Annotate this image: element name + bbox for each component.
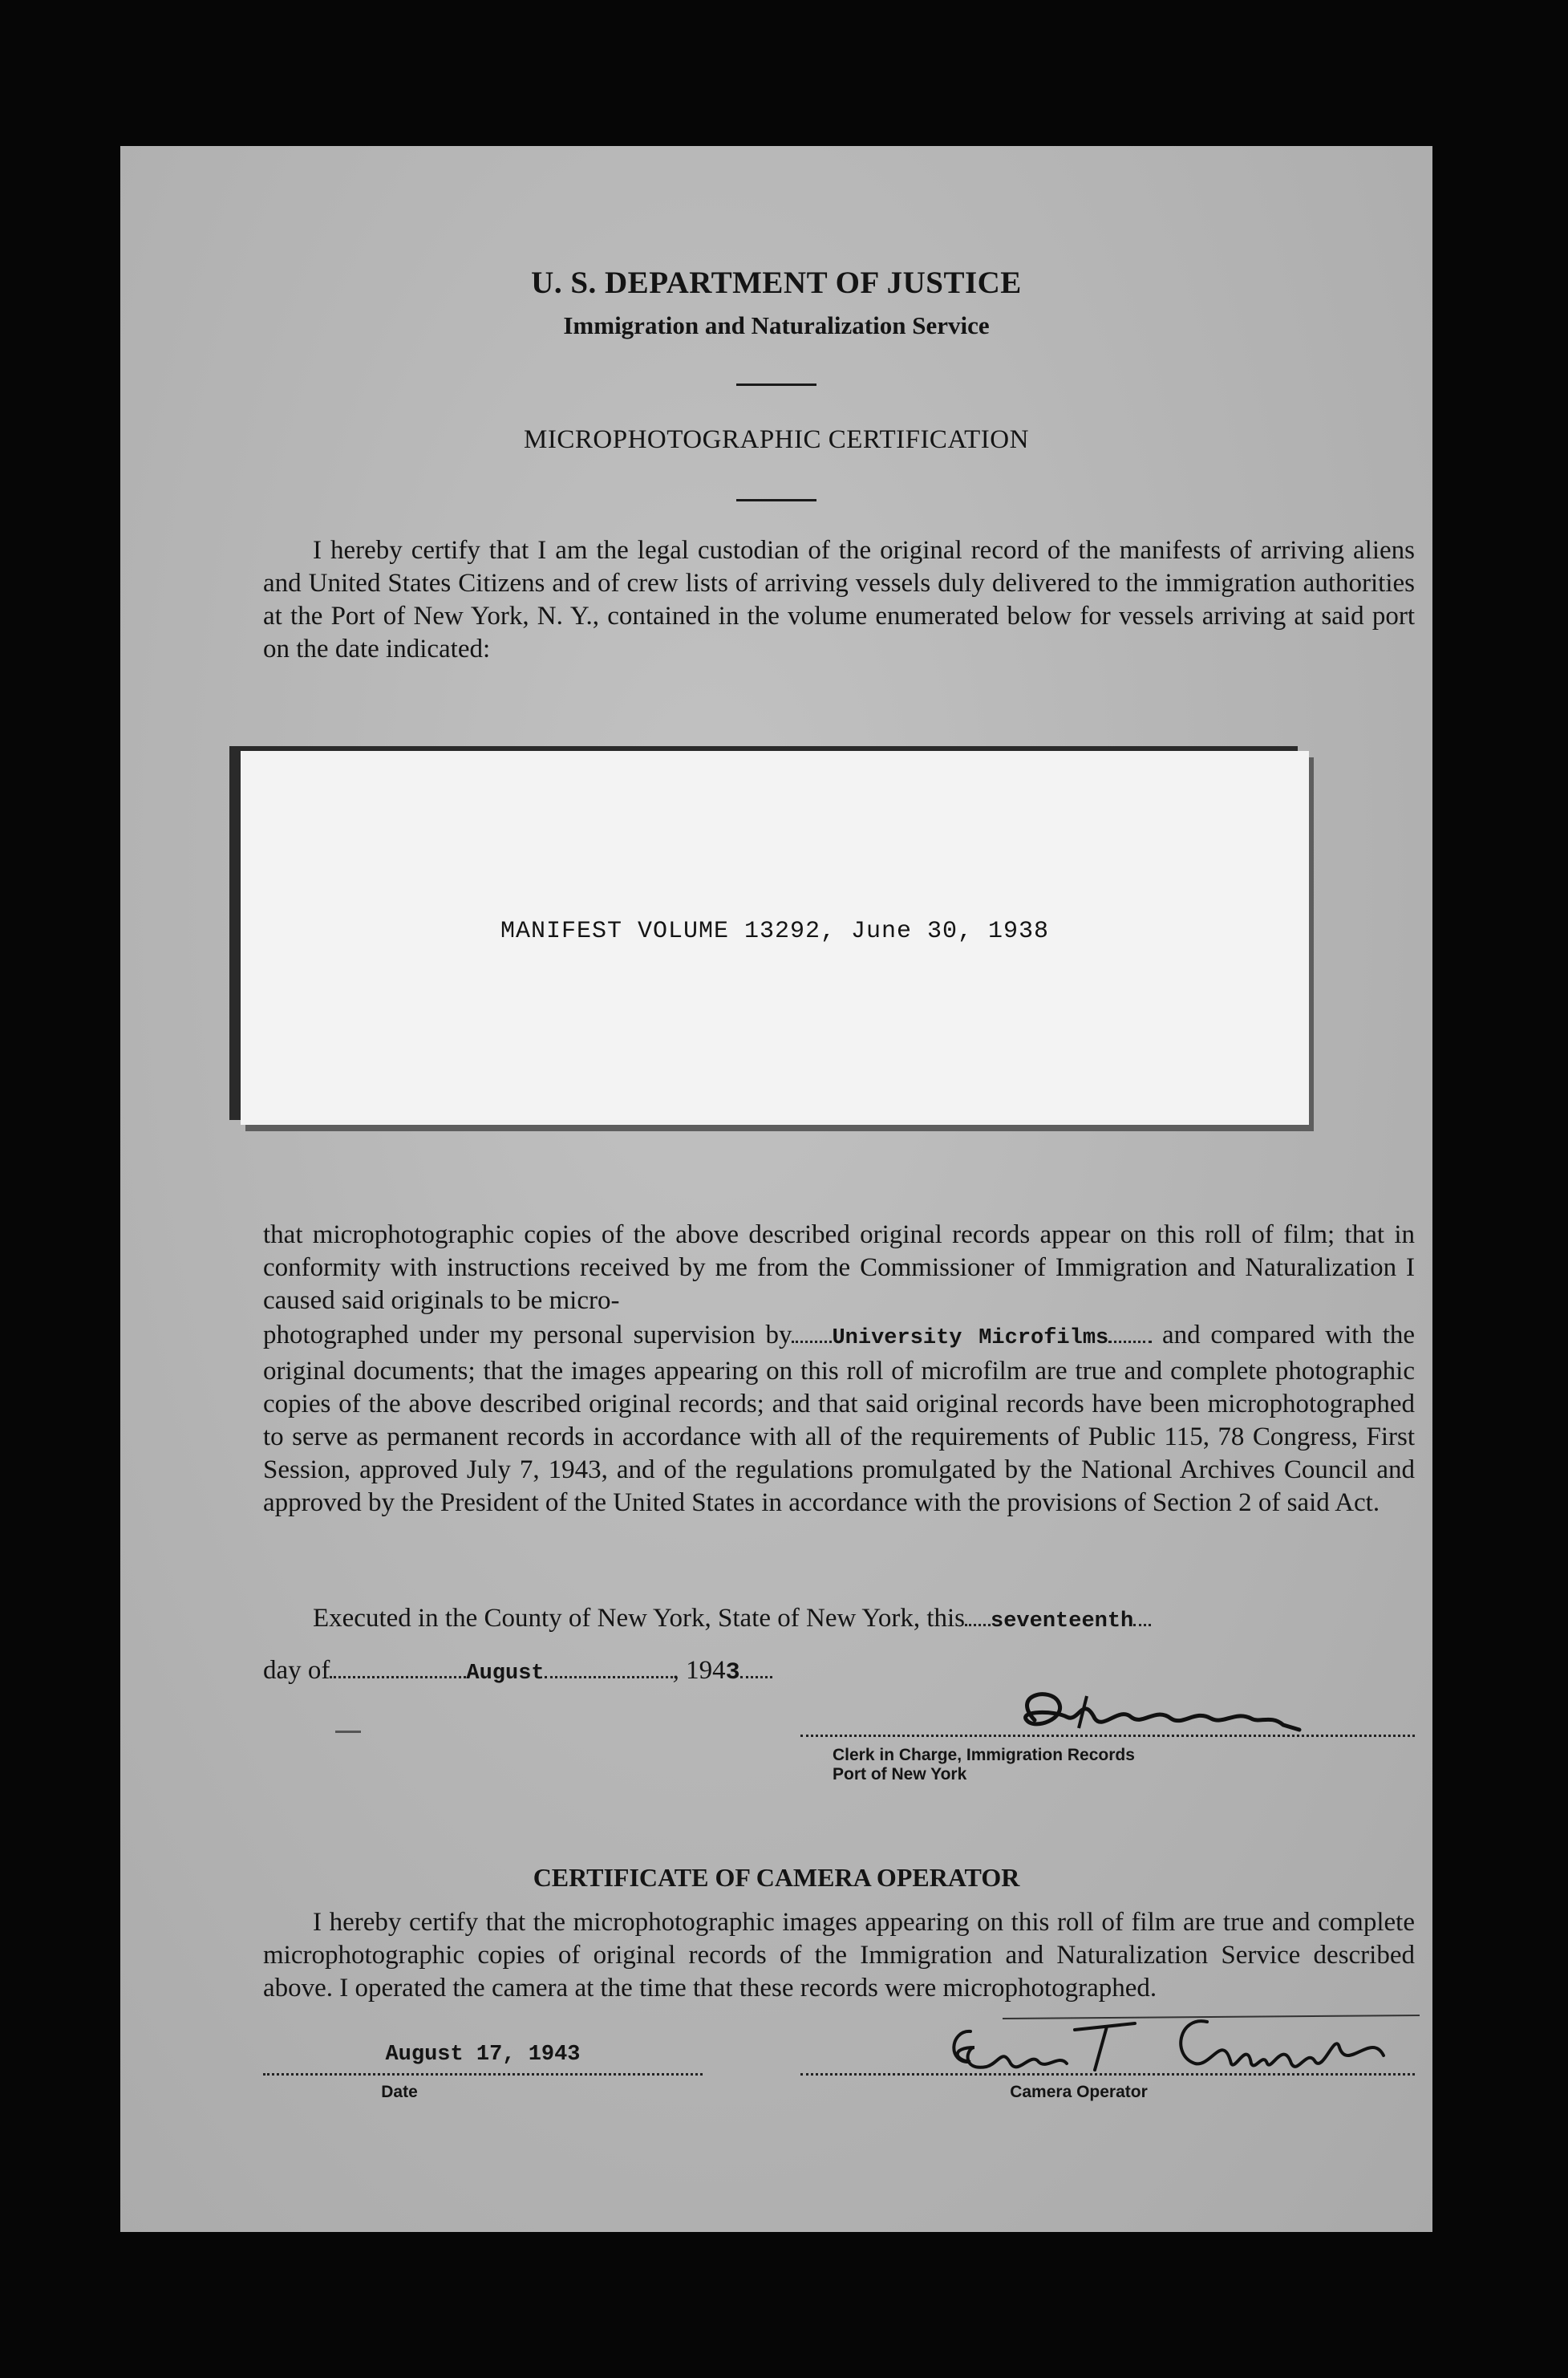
manifest-volume-label: MANIFEST VOLUME 13292, June 30, 1938	[500, 918, 1050, 945]
month-value: August	[466, 1662, 545, 1686]
camera-operator-line	[800, 2073, 1415, 2076]
stray-mark	[335, 1731, 361, 1733]
divider-second	[736, 499, 816, 501]
camera-certificate-title: CERTIFICATE OF CAMERA OPERATOR	[533, 1863, 1020, 1892]
microfilm-company-value: University Microfilms	[832, 1326, 1109, 1350]
intro-paragraph	[263, 534, 1415, 666]
camera-date-value: August 17, 1943	[385, 2043, 581, 2067]
department-heading: U. S. DEPARTMENT OF JUSTICE	[531, 266, 1022, 300]
executed-prefix: Executed in the County of New York, State of New York, this	[313, 1604, 966, 1633]
executed-day-value: seventeenth	[991, 1609, 1134, 1633]
date-label: Date	[381, 2083, 418, 2101]
volume-label-card	[241, 751, 1309, 1125]
intro-text: I hereby certify that I am the legal custodian of the original record of the manifests of arriving aliens and United States Citizens and of crew lists of arriving vessels duly delivered to the immigration authorities at the Port of New York, N. Y., contained in the volume enumerated below for vessels arriving at said port on the date indicated:	[263, 536, 1415, 663]
day-of-line	[263, 1654, 772, 1690]
body-paragraph-2-rest: and compared with the original documents; that the images appearing on this roll of microfilm are true and complete photographic copies of the above described original records; and that said original records have been microphotographed to serve as permanent records in accordance with all of the requirements of Public 115, 78 Congress, First Session, approved July 7, 1943, and of the regulations promulgated by the National Archives Council and approved by the President of the United States in accordance with the provisions of Section 2 of said Act.	[263, 1321, 1416, 1517]
date-line	[263, 2073, 703, 2076]
clerk-signature-line	[800, 1735, 1415, 1737]
clerk-title-line-2: Port of New York	[833, 1765, 967, 1784]
executed-line	[263, 1602, 1415, 1638]
date-field	[263, 2043, 703, 2067]
clerk-title	[833, 1746, 1135, 1784]
body-paragraph-2	[263, 1319, 1415, 1520]
certification-title: MICROPHOTOGRAPHIC CERTIFICATION	[524, 425, 1029, 454]
camera-operator-label: Camera Operator	[1010, 2083, 1148, 2101]
year-prefix: , 194	[672, 1656, 726, 1685]
clerk-title-line-1: Clerk in Charge, Immigration Records	[833, 1746, 1135, 1764]
year-digit-value: 3	[725, 1659, 740, 1686]
day-of-label: day of	[263, 1656, 330, 1685]
camera-paragraph-text: I hereby certify that the microphotographic images appearing on this roll of film are true and complete microphotographic copies of original records of the Immigration and Naturalization Service described above. I operated the camera at the time that these records were microphotographed.	[263, 1908, 1415, 2003]
certificate-page	[120, 146, 1432, 2232]
camera-operator-signature	[818, 1983, 1428, 2088]
supervision-prefix: photographed under my personal supervision by	[263, 1321, 792, 1349]
body-paragraph-1: that microphotographic copies of the above described original records appear on this roll of film; that in conformity with instructions received by me from the Commissioner of Immigration and Naturalization I caused said originals to be micro-	[263, 1220, 1415, 1315]
divider-top	[736, 383, 816, 386]
service-subheading: Immigration and Naturalization Service	[563, 311, 990, 339]
